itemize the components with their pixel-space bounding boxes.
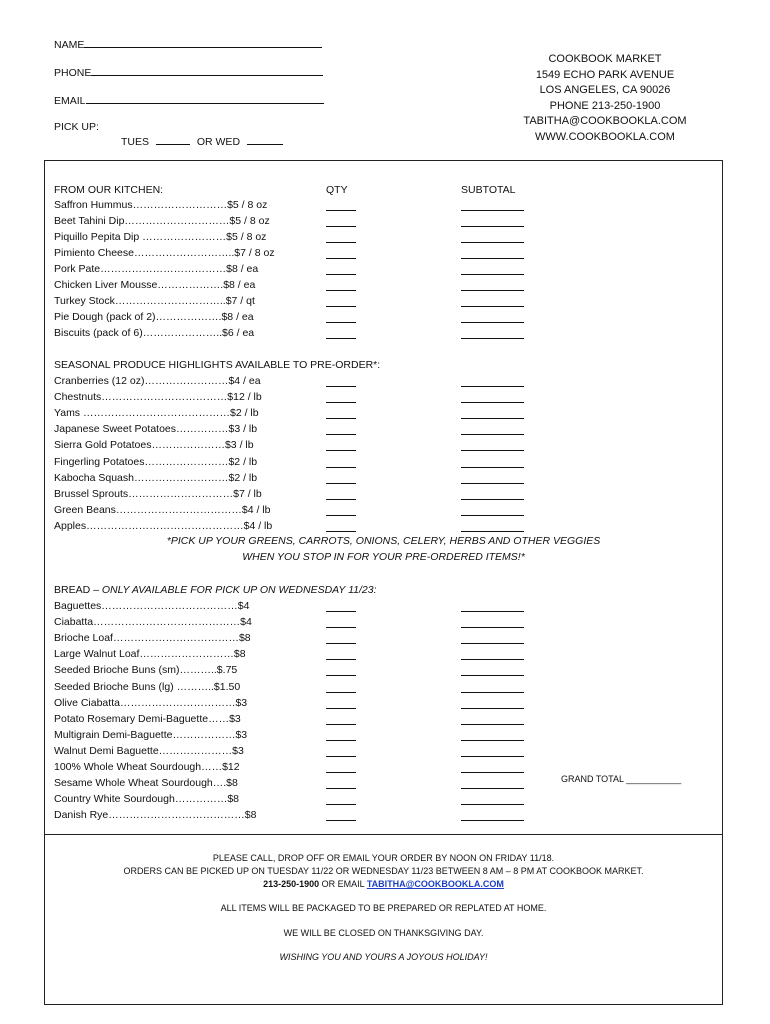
store-web: WWW.COOKBOOKLA.COM [535, 130, 675, 143]
footer-contact [44, 879, 723, 889]
item-row: Chestnuts………………………………$12 / lb [54, 391, 262, 404]
phone-label: PHONE [54, 67, 92, 79]
qty-blank[interactable] [326, 216, 356, 227]
qty-blank[interactable] [326, 505, 356, 516]
item-row: Seeded Brioche Buns (sm)………..$.75 [54, 664, 238, 677]
subtotal-blank[interactable] [461, 746, 524, 757]
subtotal-blank[interactable] [461, 810, 524, 821]
footer-email-link[interactable]: TABITHA@COOKBOOKLA.COM [366, 879, 504, 889]
produce-note-line1: *PICK UP YOUR GREENS, CARROTS, ONIONS, CELERY, HERBS AND OTHER VEGGIES [166, 535, 601, 547]
qty-blank[interactable] [326, 376, 356, 387]
qty-blank[interactable] [326, 665, 356, 676]
qty-blank[interactable] [326, 778, 356, 789]
subtotal-blank[interactable] [461, 328, 524, 339]
store-info [470, 52, 740, 146]
grand-total[interactable]: GRAND TOTAL ___________ [561, 774, 682, 784]
qty-blank[interactable] [326, 794, 356, 805]
kitchen-header: FROM OUR KITCHEN: [54, 184, 164, 196]
footer-line6: WISHING YOU AND YOURS A JOYOUS HOLIDAY! [279, 952, 488, 962]
item-row: Walnut Demi Baguette…………………$3 [54, 744, 244, 757]
subtotal-blank[interactable] [461, 200, 524, 211]
qty-blank[interactable] [326, 714, 356, 725]
item-row: Chicken Liver Mousse……………….$8 / ea [54, 279, 256, 291]
bread-header-label: BREAD – [54, 584, 102, 596]
tues-label: TUES [121, 136, 150, 148]
name-field[interactable] [54, 38, 322, 51]
name-blank[interactable] [84, 38, 322, 48]
item-row: Green Beans………………………………$4 / lb [54, 503, 271, 516]
qty-blank[interactable] [326, 232, 356, 243]
phone-field[interactable] [54, 66, 323, 79]
item-row: Saffron Hummus………………………$5 / 8 oz [54, 199, 268, 211]
pickup-label: PICK UP: [54, 121, 99, 133]
item-row: 100% Whole Wheat Sourdough……$12 [54, 761, 240, 773]
item-row: Pork Pate………………………………$8 / ea [54, 263, 259, 275]
subtotal-blank[interactable] [461, 778, 524, 789]
subtotal-blank[interactable] [461, 682, 524, 693]
email-blank[interactable] [86, 94, 324, 104]
qty-blank[interactable] [326, 682, 356, 693]
store-email: TABITHA@COOKBOOKLA.COM [523, 115, 687, 128]
qty-blank[interactable] [326, 730, 356, 741]
qty-blank[interactable] [326, 617, 356, 628]
item-row: Multigrain Demi-Baguette………………$3 [54, 728, 248, 741]
subtotal-blank[interactable] [461, 730, 524, 741]
item-row: Fingerling Potatoes……………………$2 / lb [54, 455, 258, 468]
name-label: NAME [54, 39, 85, 51]
qty-blank[interactable] [326, 408, 356, 419]
item-row: Japanese Sweet Potatoes……………$3 / lb [54, 423, 258, 436]
produce-header: SEASONAL PRODUCE HIGHLIGHTS AVAILABLE TO PRE-ORDER*: [54, 359, 381, 371]
item-row: Potato Rosemary Demi-Baguette……$3 [54, 712, 241, 725]
wed-blank[interactable] [247, 135, 283, 145]
item-row: Kabocha Squash………………………$2 / lb [54, 471, 258, 484]
subtotal-blank[interactable] [461, 264, 524, 275]
or-wed-label: OR WED [196, 136, 241, 148]
qty-blank[interactable] [326, 601, 356, 612]
store-phone: PHONE 213-250-1900 [549, 99, 661, 112]
footer-line2: ORDERS CAN BE PICKED UP ON TUESDAY 11/22 OR WEDNESDAY 11/23 BETWEEN 8 AM – 8 PM AT COOKBOOK MARKET. [123, 866, 644, 876]
item-row: Brussel Sprouts…………………………$7 / lb [54, 487, 262, 500]
subtotal-blank[interactable] [461, 617, 524, 628]
item-row: Large Walnut Loaf………………………$8 [54, 648, 246, 661]
item-row: Sierra Gold Potatoes…………………$3 / lb [54, 439, 254, 452]
subtotal-blank[interactable] [461, 440, 524, 451]
subtotal-blank[interactable] [461, 376, 524, 387]
footer-divider [45, 834, 722, 835]
subtotal-blank[interactable] [461, 473, 524, 484]
store-city: LOS ANGELES, CA 90026 [539, 84, 671, 97]
subtotal-blank[interactable] [461, 521, 524, 532]
qty-blank[interactable] [326, 810, 356, 821]
qty-blank[interactable] [326, 698, 356, 709]
qty-blank[interactable] [326, 328, 356, 339]
item-row: Danish Rye…………………………………$8 [54, 809, 257, 822]
subtotal-blank[interactable] [461, 280, 524, 291]
subtotal-blank[interactable] [461, 762, 524, 773]
qty-blank[interactable] [326, 489, 356, 500]
subtotal-blank[interactable] [461, 424, 524, 435]
qty-blank[interactable] [326, 649, 356, 660]
subtotal-blank[interactable] [461, 392, 524, 403]
qty-blank[interactable] [326, 312, 356, 323]
subtotal-blank[interactable] [461, 794, 524, 805]
subtotal-blank[interactable] [461, 296, 524, 307]
item-row: Apples………………………………………$4 / lb [54, 519, 273, 532]
subtotal-blank[interactable] [461, 698, 524, 709]
subtotal-blank[interactable] [461, 665, 524, 676]
item-row: Pie Dough (pack of 2)……………….$8 / ea [54, 311, 254, 323]
subtotal-blank[interactable] [461, 232, 524, 243]
qty-blank[interactable] [326, 280, 356, 291]
tues-blank[interactable] [156, 135, 190, 145]
qty-blank[interactable] [326, 296, 356, 307]
subtotal-blank[interactable] [461, 601, 524, 612]
qty-blank[interactable] [326, 264, 356, 275]
subtotal-blank[interactable] [461, 505, 524, 516]
item-row: Brioche Loaf………………………………$8 [54, 632, 251, 645]
bread-header-note: ONLY AVAILABLE FOR PICK UP ON WEDNESDAY 11/23: [101, 584, 377, 596]
bread-header [54, 584, 377, 596]
item-row: Country White Sourdough……………$8 [54, 793, 239, 806]
footer-line1: PLEASE CALL, DROP OFF OR EMAIL YOUR ORDER BY NOON ON FRIDAY 11/18. [212, 853, 555, 863]
item-row: Pimiento Cheese………………………..$7 / 8 oz [54, 247, 275, 259]
store-name: COOKBOOK MARKET [548, 53, 662, 65]
subtotal-blank[interactable] [461, 312, 524, 323]
store-street: 1549 ECHO PARK AVENUE [535, 68, 675, 81]
qty-blank[interactable] [326, 200, 356, 211]
qty-blank[interactable] [326, 440, 356, 451]
qty-blank[interactable] [326, 424, 356, 435]
subtotal-blank[interactable] [461, 408, 524, 419]
subtotal-blank[interactable] [461, 489, 524, 500]
item-row: Seeded Brioche Buns (lg) ………..$1.50 [54, 680, 241, 693]
footer-line5: WE WILL BE CLOSED ON THANKSGIVING DAY. [283, 928, 484, 938]
subtotal-blank[interactable] [461, 633, 524, 644]
item-row: Baguettes…………………………………$4 [54, 600, 250, 612]
item-row: Olive Ciabatta……………………………$3 [54, 696, 248, 709]
item-row: Ciabatta……………………………………$4 [54, 616, 252, 629]
subtotal-blank[interactable] [461, 457, 524, 468]
item-row: Sesame Whole Wheat Sourdough….$8 [54, 777, 238, 790]
item-row: Beet Tahini Dip…………………………$5 / 8 oz [54, 215, 270, 227]
qty-blank[interactable] [326, 473, 356, 484]
pickup-options [121, 135, 283, 148]
item-row: Biscuits (pack of 6)…………………..$6 / ea [54, 327, 255, 339]
subtotal-header: SUBTOTAL [461, 184, 516, 196]
qty-blank[interactable] [326, 521, 356, 532]
email-label: EMAIL [54, 95, 86, 107]
item-row: Piquillo Pepita Dip ……………………$5 / 8 oz [54, 231, 267, 243]
qty-blank[interactable] [326, 633, 356, 644]
subtotal-blank[interactable] [461, 714, 524, 725]
subtotal-blank[interactable] [461, 216, 524, 227]
item-row: Turkey Stock…………………………..$7 / qt [54, 295, 255, 307]
item-row: Cranberries (12 oz)……………………$4 / ea [54, 375, 261, 387]
qty-header: QTY [326, 184, 348, 196]
qty-blank[interactable] [326, 248, 356, 259]
qty-blank[interactable] [326, 762, 356, 773]
subtotal-blank[interactable] [461, 649, 524, 660]
produce-note-line2: WHEN YOU STOP IN FOR YOUR PRE-ORDERED ITEMS!* [242, 551, 525, 563]
qty-blank[interactable] [326, 746, 356, 757]
footer-phone: 213-250-1900 [263, 879, 320, 889]
footer-line4: ALL ITEMS WILL BE PACKAGED TO BE PREPARED OR REPLATED AT HOME. [220, 903, 547, 913]
email-field[interactable] [54, 94, 324, 107]
qty-blank[interactable] [326, 457, 356, 468]
phone-blank[interactable] [91, 66, 323, 76]
qty-blank[interactable] [326, 392, 356, 403]
footer-or-email: OR EMAIL [319, 879, 367, 889]
subtotal-blank[interactable] [461, 248, 524, 259]
item-row: Yams ……………………………………$2 / lb [54, 407, 259, 420]
